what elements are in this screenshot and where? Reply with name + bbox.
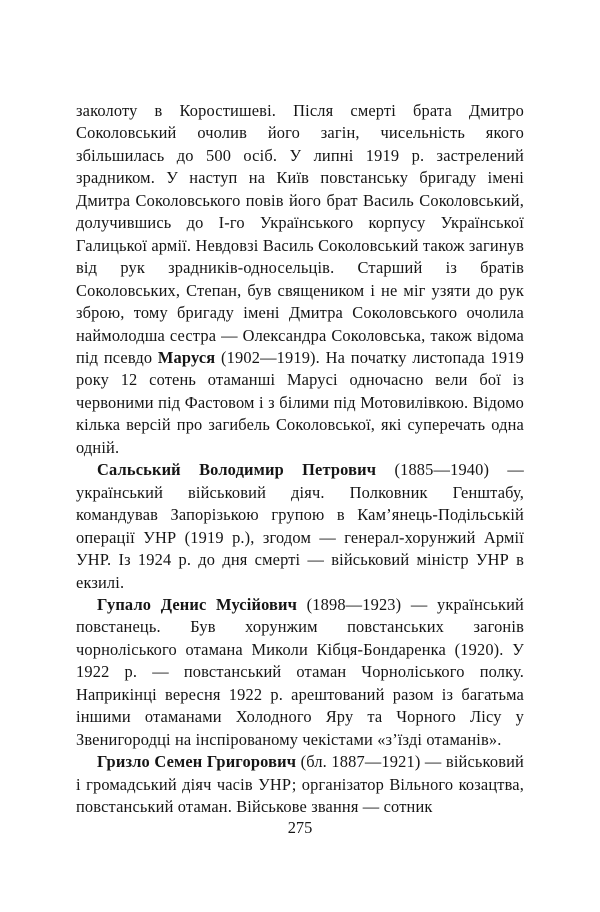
text-run: (1902—1919). На початку листопада 1919 року 12 сотень отаманші Марусі одночасно вели бої із червоними під Фастовом і з білими під Мотовилівкою. Відомо кілька версій про загибель Соколовської, які суперечать одна одній.: [76, 347, 524, 457]
paragraph-hryzlo: [76, 751, 524, 818]
alias-marusia: Маруся: [157, 347, 216, 367]
text-column: [76, 100, 524, 819]
page-number: 275: [287, 818, 313, 837]
text-run: заколоту в Коростишеві. Після смерті брата Дмитро Соколовський очолив його загін, чисельність якого збільшилась до 500 осіб. У липні 1919 р. застрелений зрадником. У наступ на Київ повстанську бригаду імені Дмитра Соколовського повів його брат Василь Соколовський, долучившись до І-го Українського корпусу Української Галицької армії. Невдовзі Василь Соколовський також загинув від рук зрадників-односельців. Старший із братів Соколовських, Степан, був священиком і не міг узяти до рук зброю, тому бригаду імені Дмитра Соколовського очолила наймолодша сестра — Олександра Соколовська, також відома під псевдо: [76, 101, 524, 367]
paragraph-salskyi: [76, 459, 524, 594]
text-run: (бл. 1887—1921) — військовий і громадський діяч часів УНР; організатор Вільного козацтва, повстанський отаман. Військове звання — сотник: [76, 752, 524, 817]
entry-name-hupalo: Гупало Денис Мусійович: [97, 594, 298, 614]
entry-name-hryzlo: Гризло Семен Григорович: [97, 752, 297, 772]
paragraph-hupalo: [76, 594, 524, 751]
text-run: (1898—1923) — український повстанець. Був хорунжим повстанських загонів чорноліського отамана Миколи Кібця-Бондаренка (1920). У 1922 р. — повстанський отаман Чорноліського полку. Наприкінці вересня 1922 р. арештований разом із багатьма іншими отаманами Холодного Яру та Чорного Лісу у Звенигородці на інспірованому чекістами «з’їзді отаманів».: [76, 594, 524, 749]
entry-name-salskyi: Сальський Володимир Петрович: [97, 460, 377, 480]
text-run: (1885—1940) — український військовий діяч. Полковник Генштабу, командував Запорізькою групою в Кам’янець-Подільській операції УНР (1919 р.), згодом — генерал-хорунжий Армії УНР. Із 1924 р. до дня смерті — військовий міністр УНР в екзилі.: [76, 460, 524, 592]
paragraph-sokolovski-continuation: [76, 100, 524, 459]
